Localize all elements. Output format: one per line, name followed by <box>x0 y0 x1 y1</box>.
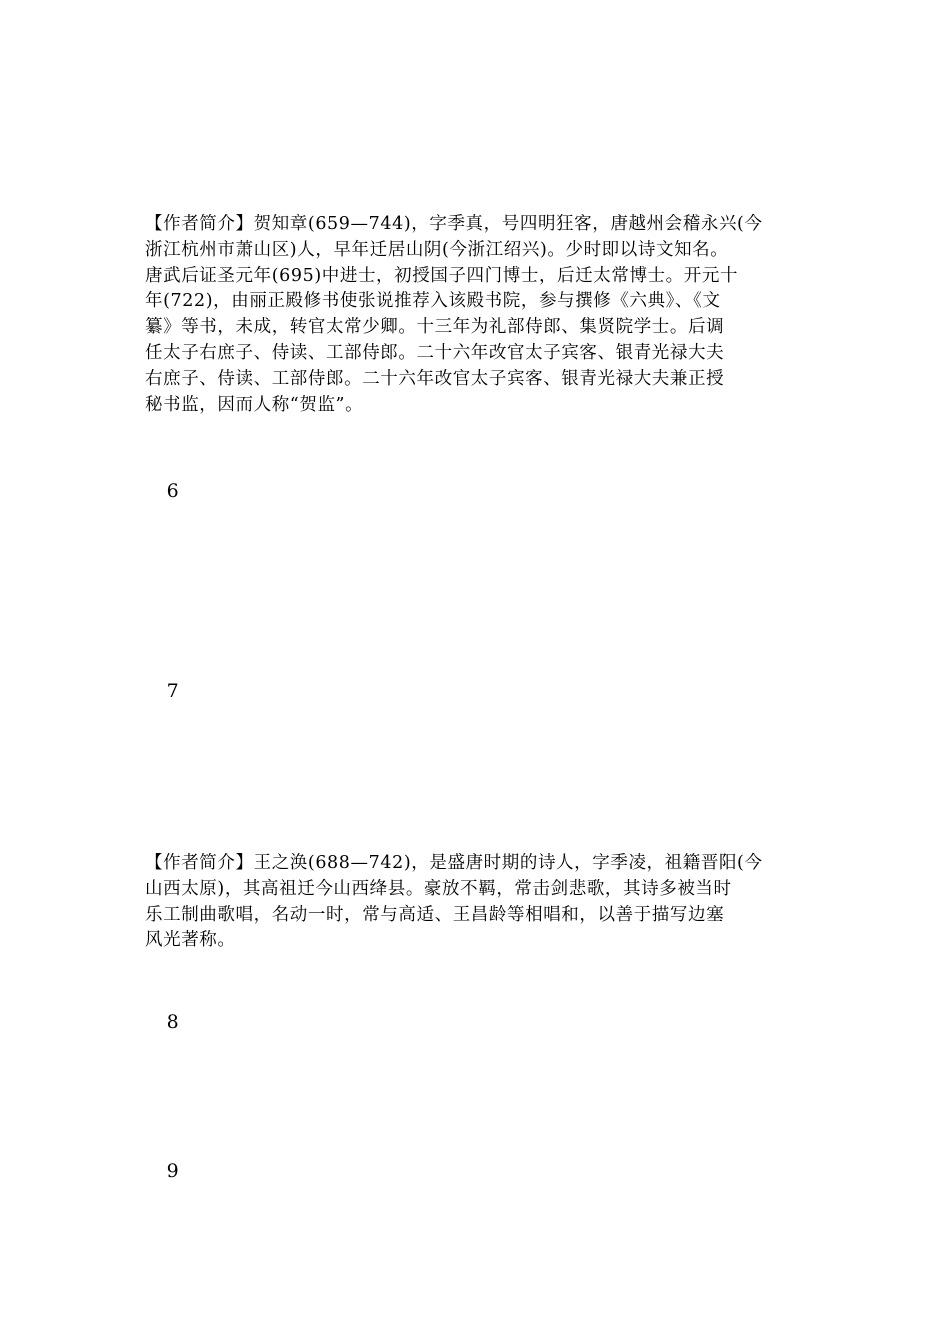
bio-line: 年(722)，由丽正殿修书使张说推荐入该殿书院，参与撰修《六典》、《文 <box>145 291 721 312</box>
bio-line: 右庶子、侍读、工部侍郎。二十六年改官太子宾客、银青光禄大夫兼正授 <box>145 368 725 389</box>
bio-line: 唐武后证圣元年(695)中进士，初授国子四门博士，后迁太常博士。开元十 <box>145 265 739 286</box>
author-bio-he-zhizhang <box>145 212 810 418</box>
poem-heading-9 <box>145 1141 179 1202</box>
bio-line: 山西太原)，其高祖迁今山西绛县。豪放不羁，常击剑悲歌，其诗多被当时 <box>145 878 732 899</box>
poem-heading-6 <box>145 461 179 522</box>
bio-line: 纂》等书，未成，转官太常少卿。十三年为礼部侍郎、集贤院学士。后调 <box>145 317 725 338</box>
poem-number: 9 <box>166 1160 179 1182</box>
author-bio-wang-zhihuan <box>145 851 810 954</box>
bio-line: 风光著称。 <box>145 930 236 951</box>
bio-line: 浙江杭州市萧山区)人，早年迁居山阴(今浙江绍兴)。少时即以诗文知名。 <box>145 239 729 260</box>
bio-line: 乐工制曲歌唱，名动一时，常与高适、王昌龄等相唱和，以善于描写边塞 <box>145 904 725 925</box>
bio-line: 任太子右庶子、侍读、工部侍郎。二十六年改官太子宾客、银青光禄大夫 <box>145 342 725 363</box>
poem-number: 8 <box>166 1011 179 1033</box>
bio-line: 秘书监，因而人称“贺监”。 <box>145 394 364 415</box>
poem-number: 7 <box>166 680 179 702</box>
poem-heading-8 <box>145 992 179 1053</box>
bio-line: 【作者简介】贺知章(659—744)，字季真，号四明狂客，唐越州会稽永兴(今 <box>145 214 763 234</box>
poem-number: 6 <box>166 480 179 502</box>
poem-heading-7 <box>145 661 179 722</box>
bio-line: 【作者简介】王之涣(688—742)，是盛唐时期的诗人，字季凌，祖籍晋阳(今 <box>145 853 763 873</box>
